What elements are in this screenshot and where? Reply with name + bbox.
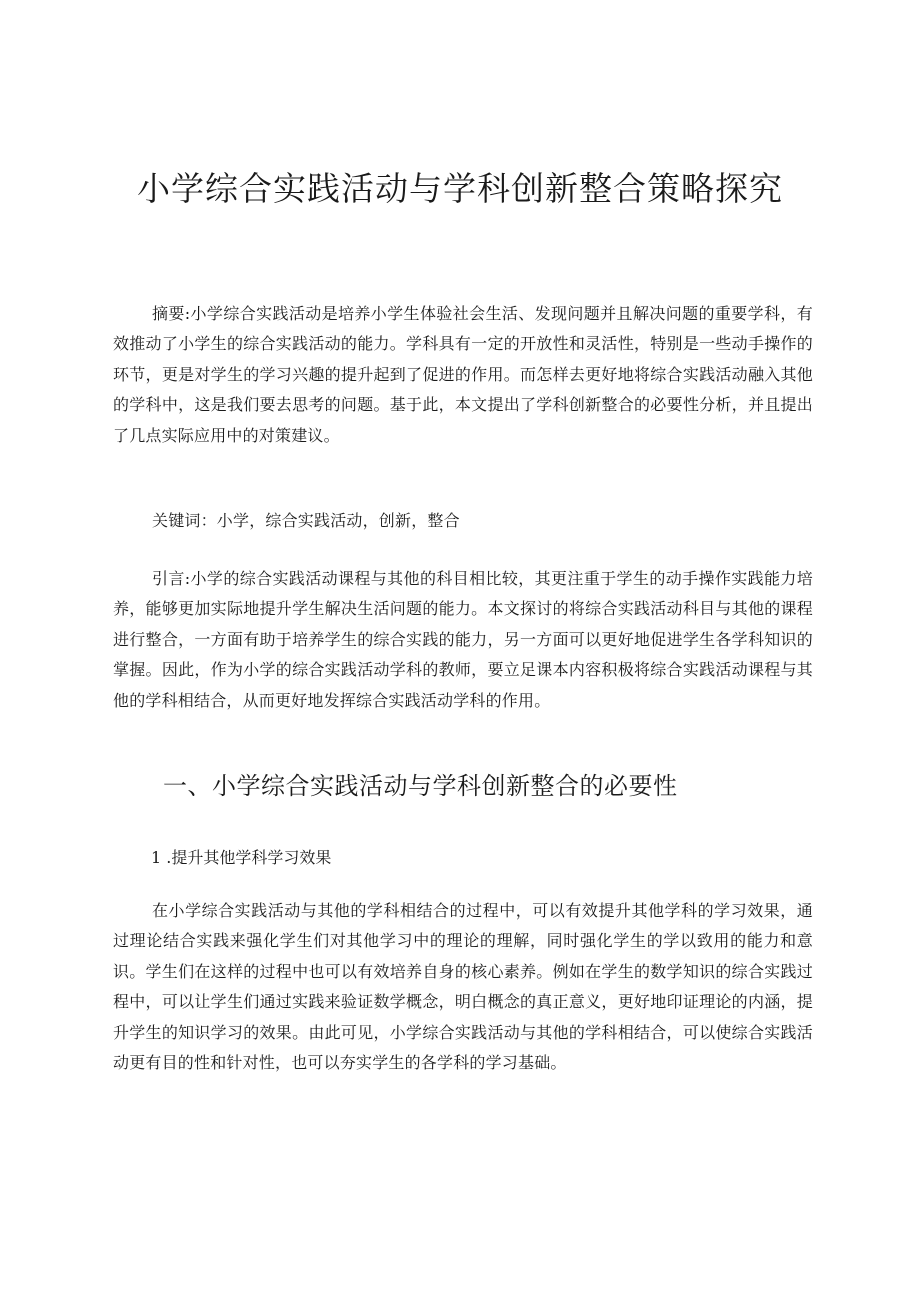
introduction-paragraph: 引言:小学的综合实践活动课程与其他的科目相比较，其更注重于学生的动手操作实践能力培养，能够更加实际地提升学生解决生活问题的能力。本文探讨的将综合实践活动科目与其他的课程进行整合，一方面有助于培养学生的综合实践的能力，另一方面可以更好地促进学生各学科知识的掌握。因此，作为小学的综合实践活动学科的教师，要立足课本内容积极将综合实践活动课程与其他的学科相结合，从而更好地发挥综合实践活动学科的作用。 bbox=[113, 569, 813, 710]
keywords-line: 关键词：小学，综合实践活动，创新，整合 bbox=[152, 511, 460, 530]
abstract-paragraph: 摘要:小学综合实践活动是培养小学生体验社会生活、发现问题并且解决问题的重要学科，有效推动了小学生的综合实践活动的能力。学科具有一定的开放性和灵活性，特别是一些动手操作的环节，更是对学生的学习兴趣的提升起到了促进的作用。而怎样去更好地将综合实践活动融入其他的学科中，这是我们要去思考的问题。基于此，本文提出了学科创新整合的必要性分析，并且提出了几点实际应用中的对策建议。 bbox=[113, 304, 813, 445]
section-heading: 一、小学综合实践活动与学科创新整合的必要性 bbox=[163, 772, 678, 800]
document-title: 小学综合实践活动与学科创新整合策略探究 bbox=[137, 169, 783, 208]
subsection-heading: 1 .提升其他学科学习效果 bbox=[151, 848, 332, 867]
section-paragraph: 在小学综合实践活动与其他的学科相结合的过程中，可以有效提升其他学科的学习效果，通过理论结合实践来强化学生们对其他学习中的理论的理解，同时强化学生的学以致用的能力和意识。学生们在这样的过程中也可以有效培养自身的核心素养。例如在学生的数学知识的综合实践过程中，可以让学生们通过实践来验证数学概念，明白概念的真正意义，更好地印证理论的内涵，提升学生的知识学习的效果。由此可见，小学综合实践活动与其他的学科相结合，可以使综合实践活动更有目的性和针对性，也可以夯实学生的各学科的学习基础。 bbox=[113, 901, 813, 1073]
